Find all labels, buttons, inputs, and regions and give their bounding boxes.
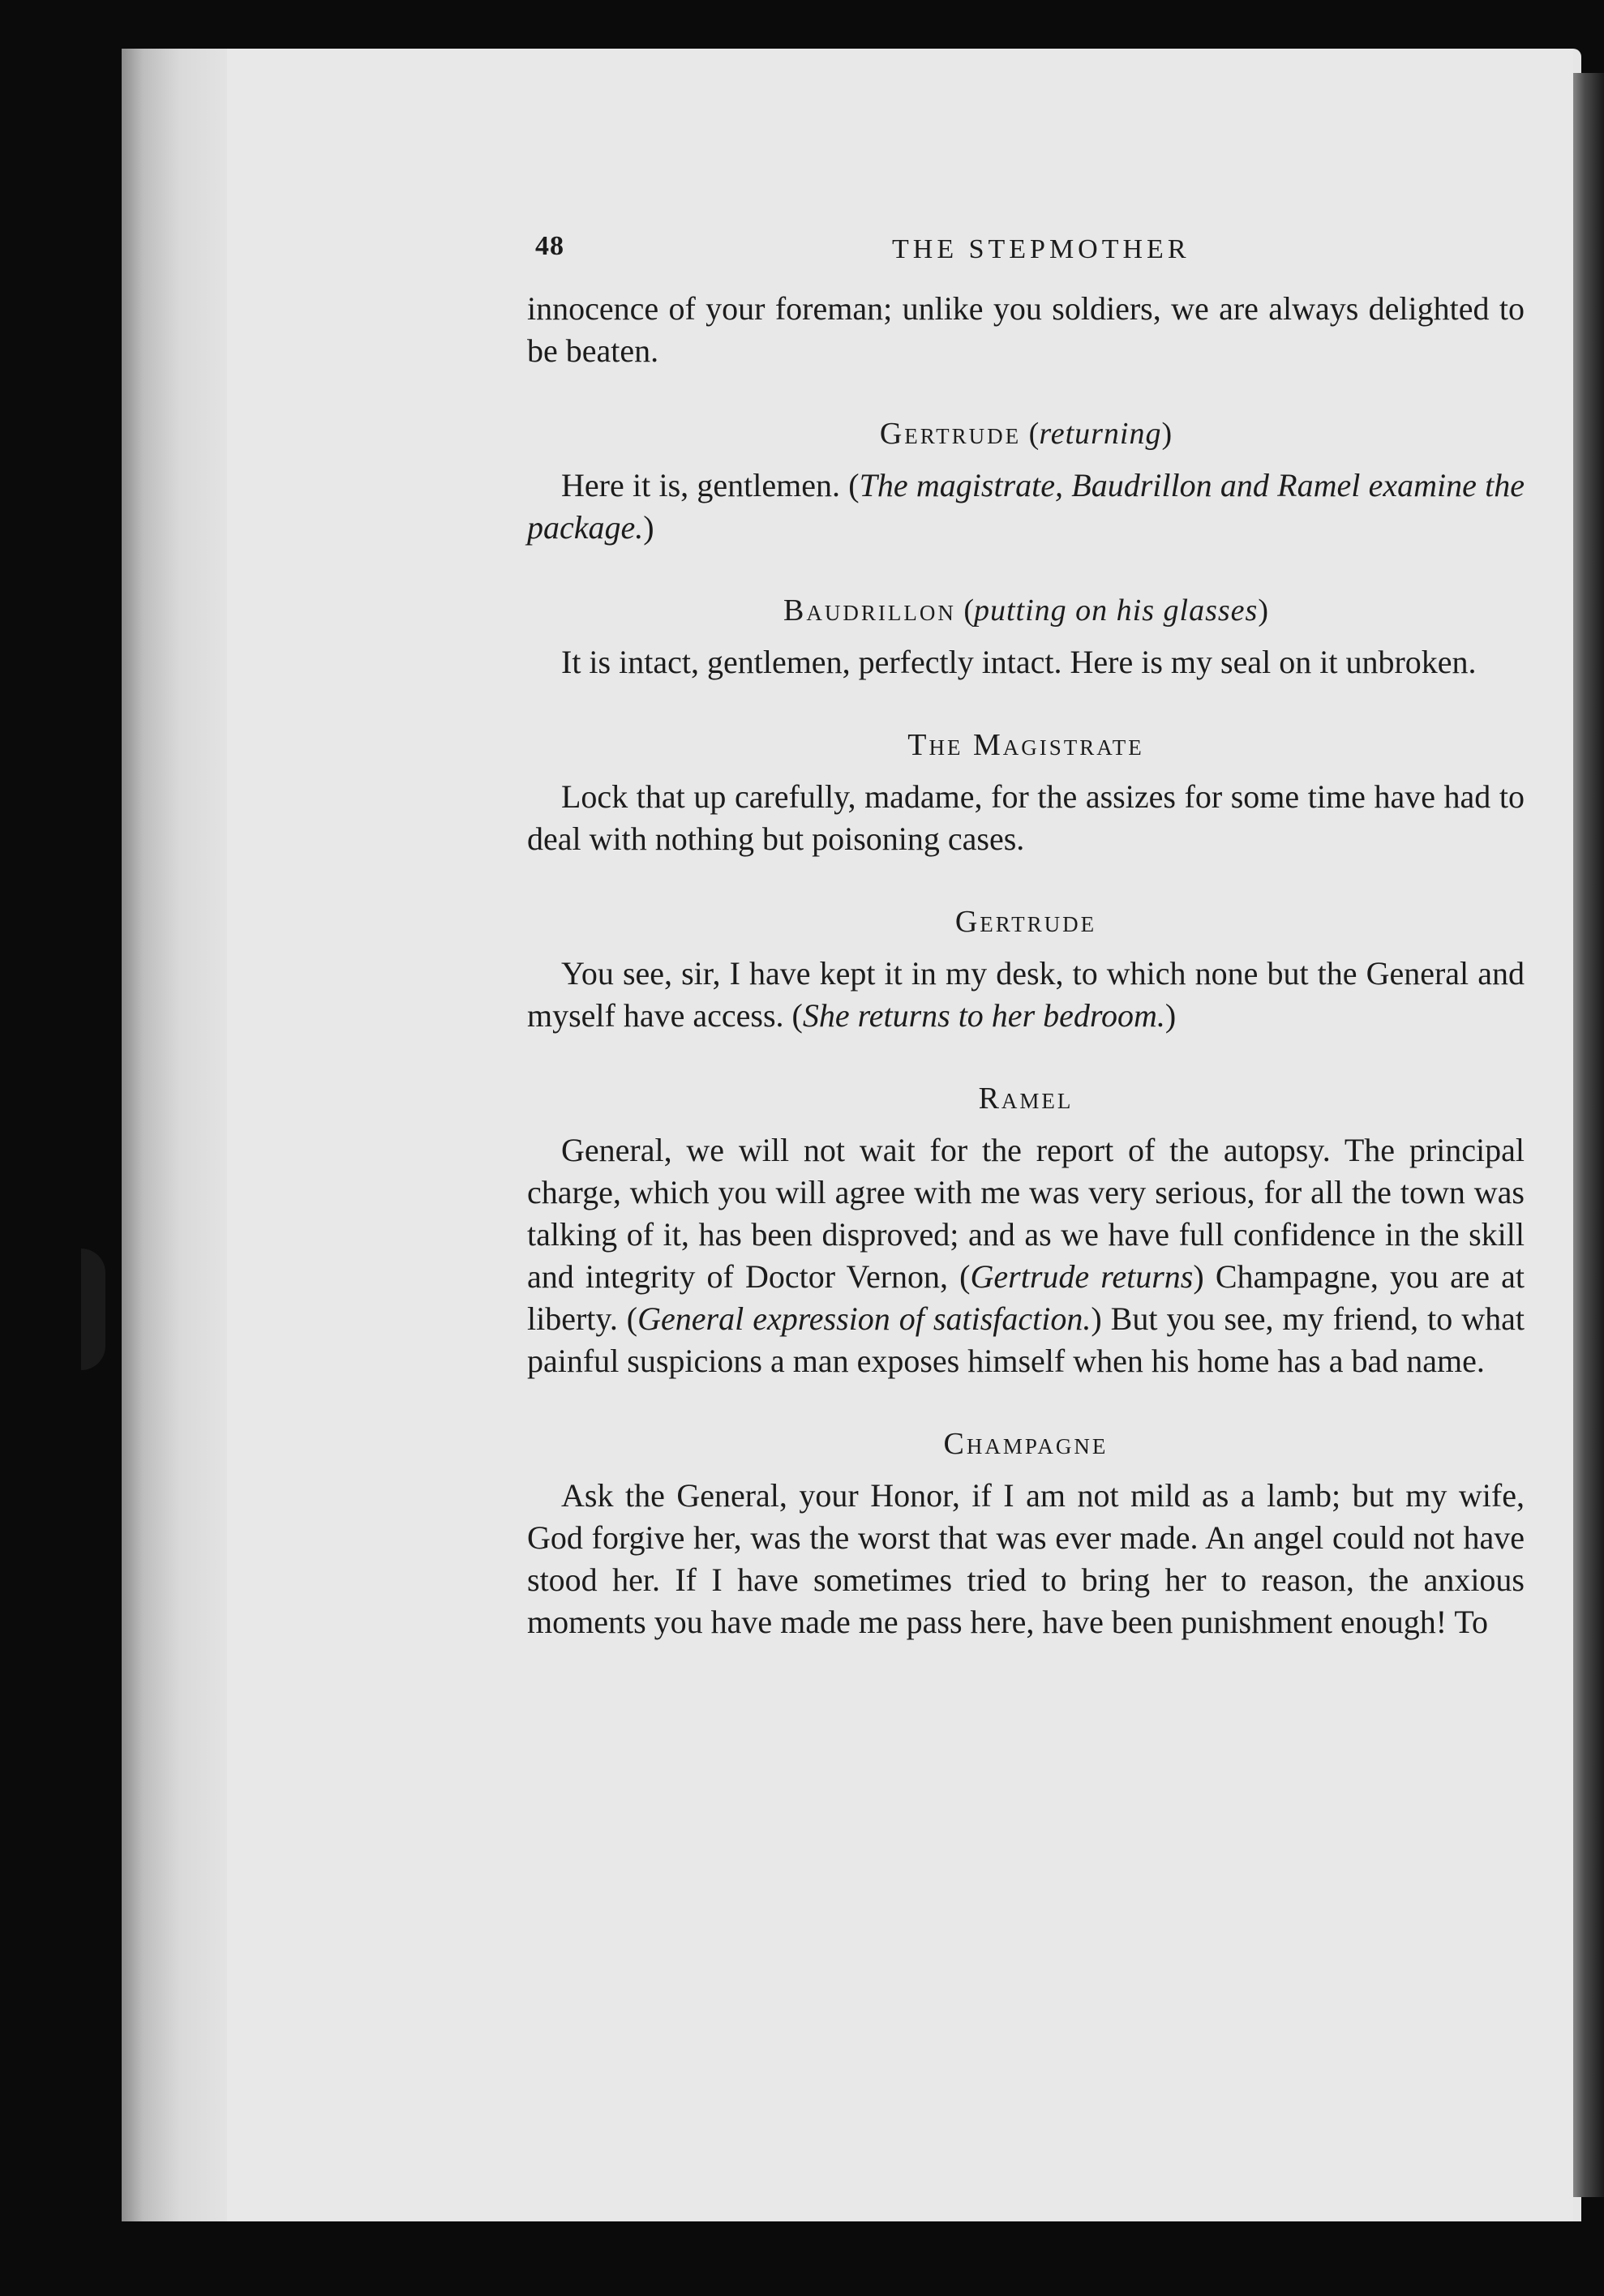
speaker-heading	[527, 724, 1525, 766]
dialogue-text: Ask the General, your Honor, if I am not mild as a lamb; but my wife, God forgive her, was the worst that was ever made. An angel could not have stood her. If I have sometimes tried to bring her to reason, the anxious moments you have made me pass here, have been punishment enough! To	[527, 1477, 1525, 1640]
dialogue-paragraph	[527, 1475, 1525, 1643]
dialogue-text: (	[959, 1258, 971, 1295]
stage-direction: Gertrude returns	[970, 1258, 1194, 1295]
speaker-name: The Magistrate	[907, 728, 1144, 762]
dialogue-text: General, we will not wait for the report of the autopsy. The principal charge, which you will agree with me was very serious, for all the town was talking of it, has been disproved; and as we have full confidence in the skill and integrity of Doctor Vernon,	[527, 1132, 1525, 1295]
dialogue-paragraph	[527, 1129, 1525, 1382]
speaker-heading	[527, 901, 1525, 943]
page-number: 48	[535, 231, 564, 261]
dialogue-paragraph: You see, sir, I have kept it in my desk, to which none but the General and myself have access. (She returns to her bedroom.)	[527, 955, 1525, 1034]
dialogue-text: Lock that up carefully, madame, for the assizes for some time have had to deal with nothing but poisoning cases.	[527, 778, 1525, 857]
running-title: THE STEPMOTHER	[892, 234, 1190, 264]
page-right-edge	[1569, 73, 1604, 2197]
speaker-name: Gertrude	[879, 417, 1022, 451]
stage-direction: returning	[1039, 417, 1162, 451]
page-body	[527, 288, 1525, 1643]
speaker-name: Baudrillon	[783, 593, 956, 628]
stage-direction: The magistrate, Baudrillon and Ramel examine the package.	[527, 467, 1525, 546]
book-page	[227, 49, 1573, 2221]
speaker-name: Ramel	[978, 1082, 1074, 1116]
dialogue-text: You see, sir, I have kept it in my desk, to which none but the General and myself have access.	[527, 955, 1525, 1034]
dialogue-text: innocence of your foreman; unlike you soldiers, we are always delighted to be beaten.	[527, 290, 1525, 369]
binding-clip	[81, 1249, 105, 1370]
dialogue-text: It is intact, gentlemen, perfectly intact. Here is my seal on it unbroken.	[561, 644, 1477, 680]
stage-direction: She returns to her bedroom.	[802, 997, 1165, 1034]
running-head	[535, 231, 1573, 280]
speaker-heading: Gertrude (returning)	[879, 417, 1173, 451]
page-left-edge	[122, 49, 227, 2221]
dialogue-text: Here it is, gentlemen.	[561, 467, 841, 503]
stage-direction: putting on his glasses	[974, 593, 1259, 628]
dialogue-paragraph	[527, 641, 1525, 683]
dialogue-text: ) Champagne, you are at liberty. (	[527, 1258, 1525, 1337]
speaker-heading	[527, 1423, 1525, 1465]
dialogue-paragraph	[527, 776, 1525, 860]
stage-direction: General expression of satisfaction.	[637, 1300, 1091, 1337]
speaker-heading: Baudrillon (putting on his glasses)	[783, 593, 1268, 628]
speaker-name: Gertrude	[954, 905, 1097, 939]
speaker-heading	[527, 1077, 1525, 1120]
dialogue-paragraph	[527, 288, 1525, 372]
dialogue-text: ) But you see, my friend, to what painful suspicions a man exposes himself when his home has a bad name.	[527, 1300, 1525, 1379]
dialogue-paragraph: Here it is, gentlemen. (The magistrate, Baudrillon and Ramel examine the package.)	[527, 467, 1525, 546]
speaker-name: Champagne	[943, 1427, 1109, 1461]
